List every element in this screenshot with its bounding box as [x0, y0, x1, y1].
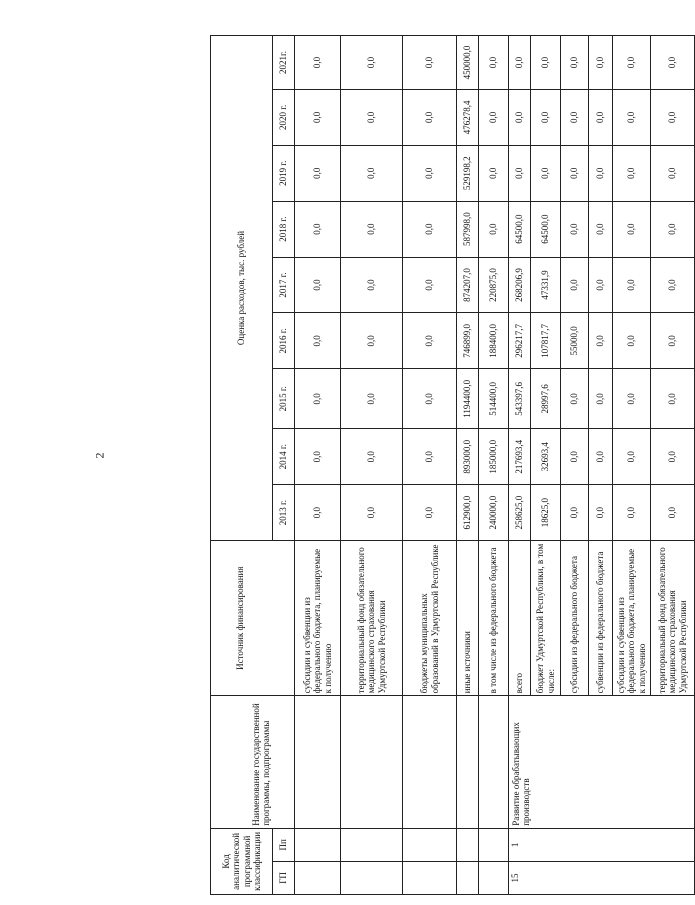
source-cell: всего	[509, 541, 531, 696]
value-cell: 0,0	[403, 429, 457, 485]
header-year: 2018 г.	[273, 201, 295, 257]
value-cell: 0,0	[341, 36, 403, 90]
value-cell: 476278,4	[457, 89, 479, 145]
value-cell: 0,0	[589, 36, 613, 90]
value-cell: 0,0	[341, 89, 403, 145]
value-cell: 0,0	[561, 145, 589, 201]
value-cell: 0,0	[341, 201, 403, 257]
value-cell: 0,0	[651, 369, 695, 429]
value-cell: 0,0	[561, 369, 589, 429]
program-name-cell	[479, 696, 509, 828]
value-cell: 0,0	[341, 485, 403, 541]
pp-cell	[457, 828, 479, 861]
pp-cell	[295, 828, 341, 861]
value-cell: 0,0	[613, 257, 651, 313]
value-cell: 543397,6	[509, 369, 531, 429]
value-cell: 55000,0	[561, 313, 589, 369]
value-cell: 28997,6	[531, 369, 561, 429]
value-cell: 0,0	[403, 257, 457, 313]
gp-cell	[403, 861, 457, 894]
value-cell: 0,0	[295, 369, 341, 429]
value-cell: 450000,0	[457, 36, 479, 90]
value-cell: 107817,7	[531, 313, 561, 369]
source-cell: субсидии из федерального бюджета	[561, 541, 589, 696]
program-name-cell	[341, 696, 403, 828]
header-year: 2013 г.	[273, 485, 295, 541]
value-cell: 0,0	[341, 429, 403, 485]
value-cell: 0,0	[479, 145, 509, 201]
page-number: 2	[92, 452, 107, 459]
program-name-cell	[295, 696, 341, 828]
value-cell: 0,0	[295, 36, 341, 90]
value-cell: 893000,0	[457, 429, 479, 485]
table-row	[403, 36, 457, 895]
value-cell: 0,0	[589, 257, 613, 313]
value-cell: 746899,0	[457, 313, 479, 369]
value-cell: 0,0	[341, 369, 403, 429]
value-cell: 32693,4	[531, 429, 561, 485]
value-cell: 0,0	[341, 313, 403, 369]
gp-cell	[295, 861, 341, 894]
value-cell: 0,0	[651, 201, 695, 257]
value-cell: 220875,0	[479, 257, 509, 313]
expenditure-table	[210, 35, 695, 895]
value-cell: 0,0	[651, 429, 695, 485]
source-cell: субсидии и субвенции из федерального бюджета, планируемые к получению	[295, 541, 341, 696]
value-cell: 0,0	[561, 201, 589, 257]
value-cell: 0,0	[295, 485, 341, 541]
value-cell: 0,0	[403, 201, 457, 257]
value-cell: 0,0	[403, 89, 457, 145]
source-cell: субвенции из федерального бюджета	[589, 541, 613, 696]
value-cell: 0,0	[531, 145, 561, 201]
value-cell: 0,0	[295, 429, 341, 485]
value-cell: 529198,2	[457, 145, 479, 201]
value-cell: 0,0	[509, 36, 531, 90]
value-cell: 0,0	[589, 313, 613, 369]
source-cell: территориальный фонд обязательного медицинского страхования Удмуртской Республики	[341, 541, 403, 696]
pp-cell	[403, 828, 457, 861]
header-year: 2020 г.	[273, 89, 295, 145]
value-cell: 0,0	[589, 89, 613, 145]
value-cell: 18625,0	[531, 485, 561, 541]
value-cell: 0,0	[295, 145, 341, 201]
value-cell: 0,0	[531, 89, 561, 145]
table-row	[295, 36, 341, 895]
program-name-cell: Развитие обрабатывающих производств	[509, 696, 695, 828]
value-cell: 188400,0	[479, 313, 509, 369]
value-cell: 0,0	[589, 485, 613, 541]
table-row	[479, 36, 509, 895]
table-row	[457, 36, 479, 895]
value-cell: 0,0	[589, 429, 613, 485]
value-cell: 185000,0	[479, 429, 509, 485]
source-cell: бюджеты муниципальных образований в Удмуртской Республике	[403, 541, 457, 696]
value-cell: 0,0	[613, 145, 651, 201]
value-cell: 0,0	[561, 89, 589, 145]
value-cell: 0,0	[531, 36, 561, 90]
header-gp: ГП	[273, 861, 295, 894]
header-estimate: Оценка расходов, тыс. рублей	[211, 36, 273, 541]
value-cell: 258625,0	[509, 485, 531, 541]
value-cell: 0,0	[479, 89, 509, 145]
header-year: 2014 г.	[273, 429, 295, 485]
source-cell: субсидии и субвенции из федерального бюджета, планируемые к получению	[613, 541, 651, 696]
value-cell: 0,0	[651, 485, 695, 541]
gp-cell	[457, 861, 479, 894]
header-source: Источник финансирования	[211, 541, 295, 696]
source-cell: в том числе из федерального бюджета	[479, 541, 509, 696]
value-cell: 47331,9	[531, 257, 561, 313]
value-cell: 0,0	[295, 89, 341, 145]
value-cell: 0,0	[295, 257, 341, 313]
value-cell: 0,0	[613, 369, 651, 429]
value-cell: 296217,7	[509, 313, 531, 369]
value-cell: 0,0	[479, 36, 509, 90]
value-cell: 0,0	[613, 313, 651, 369]
program-name-cell	[403, 696, 457, 828]
value-cell: 0,0	[561, 257, 589, 313]
header-year: 2015 г.	[273, 369, 295, 429]
value-cell: 0,0	[403, 36, 457, 90]
gp-cell	[341, 861, 403, 894]
value-cell: 0,0	[561, 429, 589, 485]
value-cell: 0,0	[403, 485, 457, 541]
value-cell: 0,0	[589, 369, 613, 429]
value-cell: 0,0	[613, 89, 651, 145]
header-year: 2016 г.	[273, 313, 295, 369]
value-cell: 1194400,0	[457, 369, 479, 429]
value-cell: 0,0	[509, 89, 531, 145]
pp-cell: 1	[509, 828, 695, 861]
value-cell: 0,0	[403, 313, 457, 369]
program-name-cell	[457, 696, 479, 828]
pp-cell	[479, 828, 509, 861]
value-cell: 0,0	[613, 36, 651, 90]
value-cell: 240000,0	[479, 485, 509, 541]
value-cell: 0,0	[403, 369, 457, 429]
value-cell: 0,0	[403, 145, 457, 201]
pp-cell	[341, 828, 403, 861]
value-cell: 64500,0	[531, 201, 561, 257]
source-cell: территориальный фонд обязательного медицинского страхования Удмуртской Республики	[651, 541, 695, 696]
value-cell: 217693,4	[509, 429, 531, 485]
value-cell: 0,0	[651, 36, 695, 90]
value-cell: 874207,0	[457, 257, 479, 313]
source-cell: бюджет Удмуртской Республики, в том числе:	[531, 541, 561, 696]
value-cell: 0,0	[651, 257, 695, 313]
value-cell: 0,0	[295, 201, 341, 257]
value-cell: 514400,0	[479, 369, 509, 429]
header-program-name: Наименование государственной программы, подпрограммы	[211, 696, 295, 828]
value-cell: 0,0	[509, 145, 531, 201]
value-cell: 0,0	[561, 485, 589, 541]
table-row	[509, 36, 531, 895]
header-code-group: Код аналитической программной классификации	[211, 828, 273, 894]
value-cell: 0,0	[651, 89, 695, 145]
value-cell: 0,0	[295, 313, 341, 369]
header-year: 2021г.	[273, 36, 295, 90]
value-cell: 0,0	[561, 36, 589, 90]
gp-cell: 15	[509, 861, 695, 894]
header-year: 2017 г.	[273, 257, 295, 313]
value-cell: 0,0	[613, 485, 651, 541]
value-cell: 0,0	[651, 313, 695, 369]
value-cell: 0,0	[341, 145, 403, 201]
header-year: 2019 г.	[273, 145, 295, 201]
value-cell: 587998,0	[457, 201, 479, 257]
value-cell: 64500,0	[509, 201, 531, 257]
gp-cell	[479, 861, 509, 894]
value-cell: 0,0	[479, 201, 509, 257]
value-cell: 268206,9	[509, 257, 531, 313]
value-cell: 0,0	[589, 145, 613, 201]
table-row	[341, 36, 403, 895]
header-pp: Пп	[273, 828, 295, 861]
value-cell: 0,0	[341, 257, 403, 313]
value-cell: 0,0	[613, 429, 651, 485]
value-cell: 0,0	[613, 201, 651, 257]
value-cell: 612900,0	[457, 485, 479, 541]
value-cell: 0,0	[651, 145, 695, 201]
value-cell: 0,0	[589, 201, 613, 257]
source-cell: иные источники	[457, 541, 479, 696]
